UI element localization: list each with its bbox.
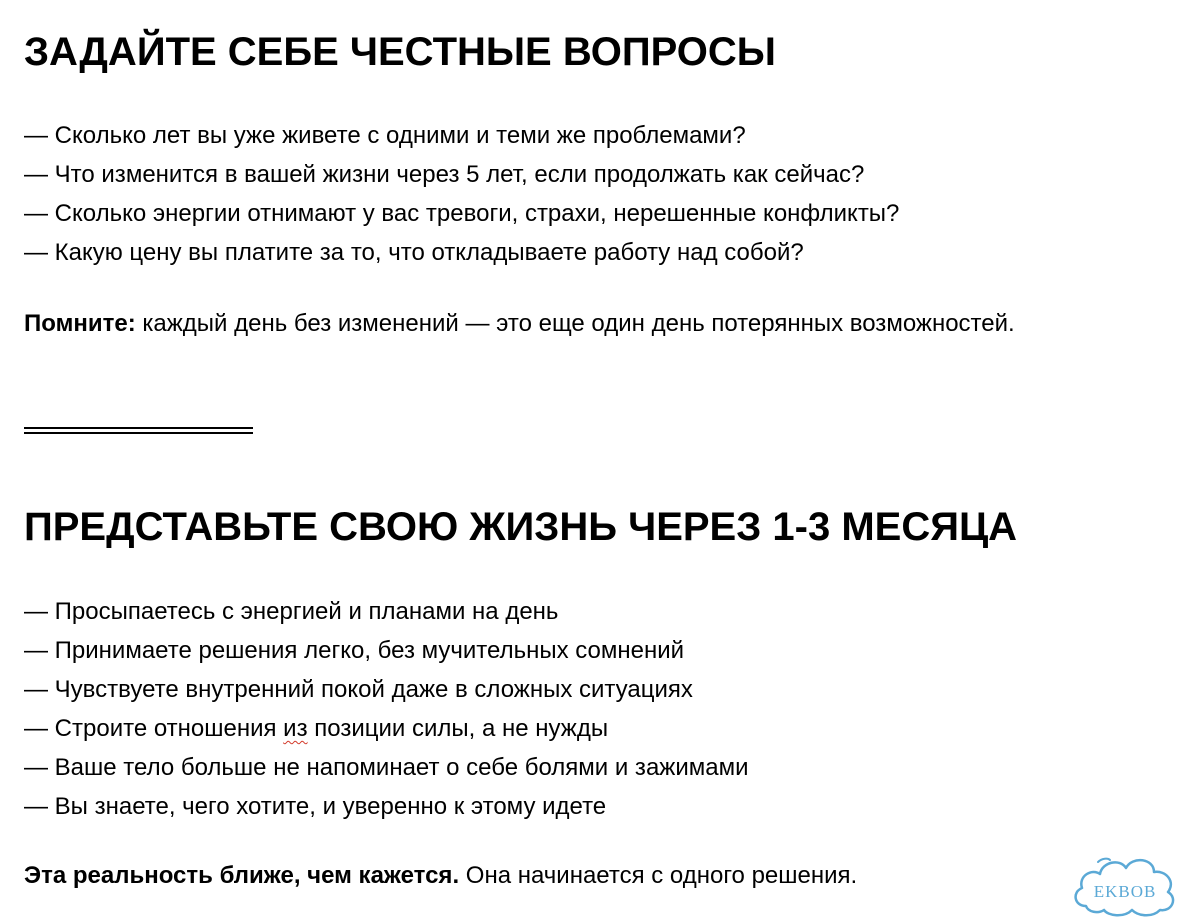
- closing-note: [24, 857, 857, 894]
- cloud-icon: [1068, 850, 1180, 920]
- reminder-text: каждый день без изменений — это еще один день потерянных возможностей.: [135, 310, 1015, 337]
- section-title-imagine: ПРЕДСТАВЬТЕ СВОЮ ЖИЗНЬ ЧЕРЕЗ 1-3 МЕСЯЦА: [24, 505, 1018, 549]
- section-title-questions: ЗАДАЙТЕ СЕБЕ ЧЕСТНЫЕ ВОПРОСЫ: [24, 30, 776, 74]
- imagine-list: [24, 592, 749, 826]
- reminder-label: Помните:: [24, 310, 136, 337]
- list-item: [24, 709, 749, 748]
- list-item: — Вы знаете, чего хотите, и уверенно к этому идете: [24, 793, 607, 820]
- spellcheck-marked-word: из: [283, 715, 308, 742]
- list-item: — Сколько лет вы уже живете с одними и теми же проблемами?: [24, 122, 746, 149]
- closing-label: Эта реальность ближе, чем кажется.: [24, 862, 460, 889]
- list-item: — Чувствуете внутренний покой даже в сложных ситуациях: [24, 676, 693, 703]
- list-item: — Ваше тело больше не напоминает о себе болями и зажимами: [24, 754, 749, 781]
- section-divider: [24, 427, 253, 434]
- logo-text: EKBOB: [1093, 882, 1157, 901]
- reminder-note: [24, 305, 1044, 342]
- list-item: — Сколько энергии отнимают у вас тревоги, страхи, нерешенные конфликты?: [24, 200, 900, 227]
- list-item: — Принимаете решения легко, без мучительных сомнений: [24, 637, 685, 664]
- list-item: — Просыпаетесь с энергией и планами на день: [24, 598, 559, 625]
- list-item: — Какую цену вы платите за то, что откладываете работу над собой?: [24, 239, 804, 266]
- list-item-text: позиции силы, а не нужды: [307, 715, 609, 742]
- list-item-text: — Строите отношения: [24, 715, 284, 742]
- closing-text: Она начинается с одного решения.: [459, 862, 858, 889]
- questions-list: [24, 116, 899, 272]
- list-item: — Что изменится в вашей жизни через 5 лет, если продолжать как сейчас?: [24, 161, 865, 188]
